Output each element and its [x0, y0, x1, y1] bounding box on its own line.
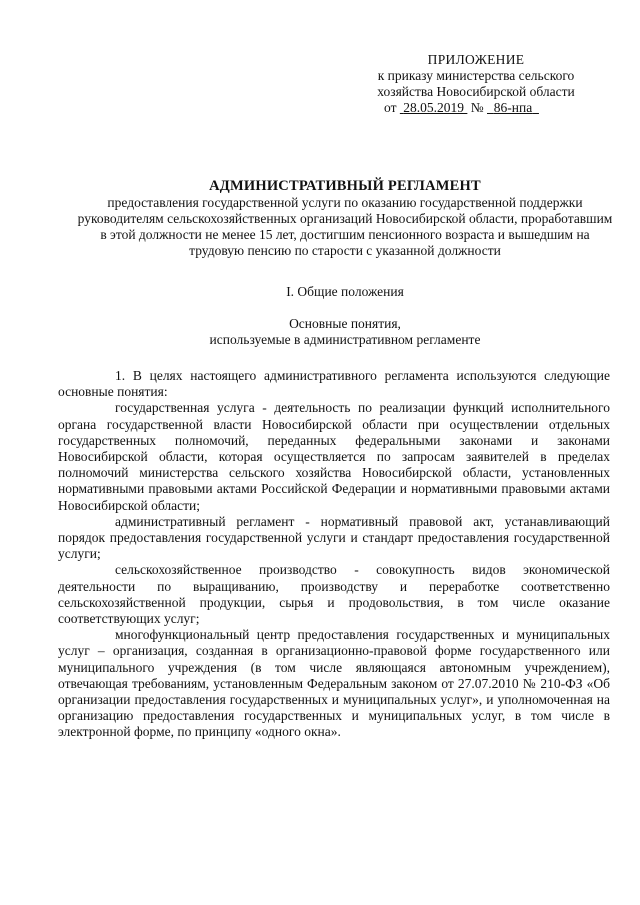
subsection-title-line-2: используемые в административном регламенте	[209, 332, 481, 347]
section-title: I. Общие положения	[286, 284, 404, 299]
subsection-title	[200, 316, 490, 348]
number-sign: №	[470, 100, 484, 115]
appendix-line-1: к приказу министерства сельского	[377, 68, 575, 83]
subsection-title-line-1: Основные понятия,	[289, 316, 401, 331]
appendix-title: ПРИЛОЖЕНИЕ	[427, 52, 525, 67]
date-prefix: от	[384, 100, 397, 115]
paragraph-admin-regulation: административный регламент - нормативный правовой акт, устанавливающий порядок предоставления государственной услуги и стандарт предоставления государственной услуги;	[58, 513, 610, 562]
order-number: 86-нпа	[493, 100, 533, 115]
order-date: 28.05.2019	[403, 100, 464, 115]
paragraph-state-service: государственная услуга - деятельность по реализации функций исполнительного органа государственной власти Новосибирской области при осуществлении отдельных государственных полномочий, переданных федеральными законами и законами Новосибирской области, которая осуществляется по запросам заявителей в пределах полномочий министерства сельского хозяйства Новосибирской области, установленных нормативными правовыми актами Российской Федерации и нормативными правовыми актами Новосибирской области;	[58, 400, 610, 513]
document-subtitle: предоставления государственной услуги по оказанию государственной поддержки руководителям сельскохозяйственных организаций Новосибирской области, проработавшим в этой должности не менее 15 лет, достигшим пенсионного возраста и вышедшим на трудовую пенсию по старости с указанной должности	[77, 195, 613, 258]
paragraph-agri-production: сельскохозяйственное производство - совокупность видов экономической деятельности по выращиванию, производству и переработке соответственно сельскохозяйственной продукции, сырья и продовольствия, в том числе оказание соответствующих услуг;	[58, 562, 610, 627]
paragraph-intro: 1. В целях настоящего административного регламента используются следующие основные понятия:	[58, 368, 610, 400]
appendix-block	[360, 52, 592, 116]
body-text	[58, 368, 610, 741]
paragraph-mfc: многофункциональный центр предоставления государственных и муниципальных услуг – организация, созданная в организационно-правовой форме государственного или муниципального учреждения (в том числе являющаяся автономным учреждением), отвечающая требованиям, установленным Федеральным законом от 27.07.2010 № 210-ФЗ «Об организации предоставления государственных и муниципальных услуг», и уполномоченная на организацию предоставления государственных и муниципальных услуг, в том числе в электронной форме, по принципу «одного окна».	[58, 627, 610, 740]
appendix-date-line	[360, 100, 592, 116]
appendix-line-2: хозяйства Новосибирской области	[377, 84, 575, 99]
document-title: АДМИНИСТРАТИВНЫЙ РЕГЛАМЕНТ	[209, 178, 481, 194]
